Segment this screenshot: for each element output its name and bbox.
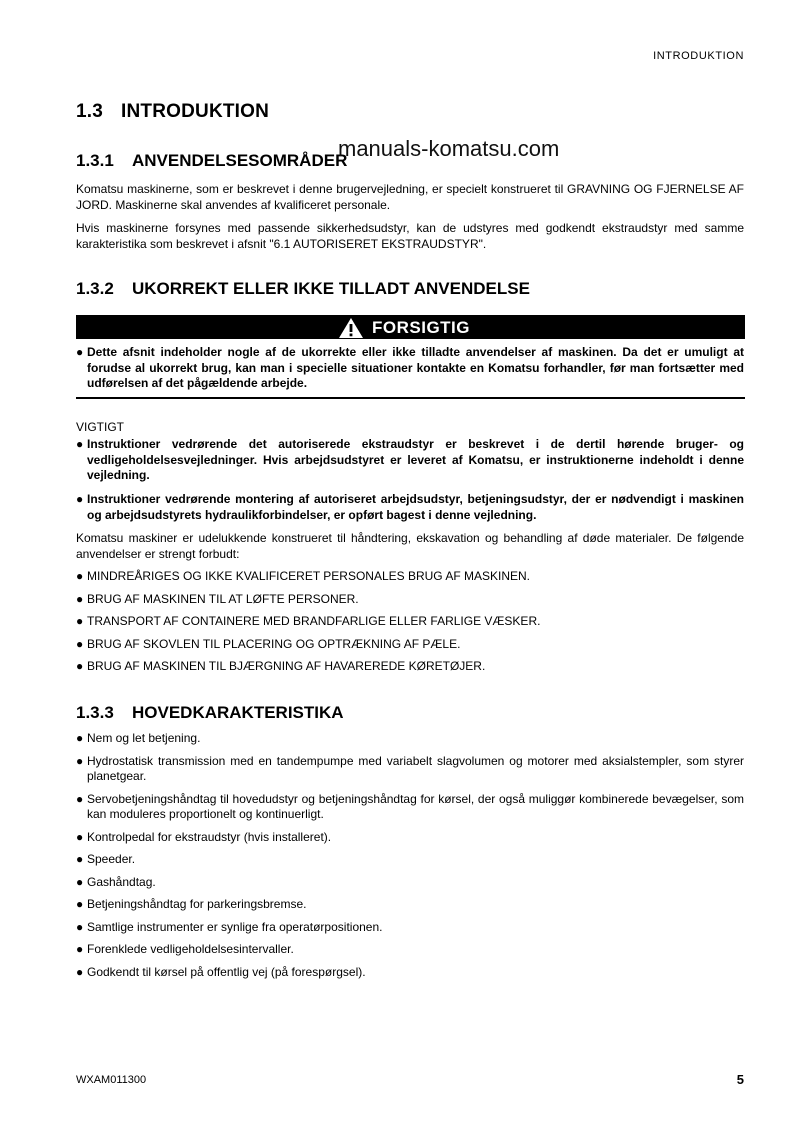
section-heading [76, 101, 269, 123]
important-list [76, 437, 744, 484]
bullet-icon: ● [76, 345, 84, 359]
list-item: ● Speeder. [76, 852, 136, 866]
list-item: ● TRANSPORT AF CONTAINERE MED BRANDFARLIGE ELLER FARLIGE VÆSKER. [76, 614, 541, 628]
bullet-icon: ● [76, 942, 84, 956]
running-header: INTRODUKTION [653, 50, 744, 62]
subsection-133-number: 1.3.3 [76, 703, 114, 722]
subsection-132-number: 1.3.2 [76, 279, 114, 298]
important-list-2 [76, 492, 744, 523]
document-code: WXAM011300 [76, 1074, 147, 1086]
subsection-131-heading [76, 151, 347, 171]
warning-triangle-icon [338, 317, 364, 339]
list-item: ● BRUG AF MASKINEN TIL AT LØFTE PERSONER. [76, 591, 359, 606]
bullet-icon: ● [76, 919, 84, 934]
bullet-icon: ● [76, 791, 84, 806]
features-list [76, 731, 744, 980]
bullet-icon: ● [76, 659, 84, 673]
subsection-131-number: 1.3.1 [76, 151, 114, 170]
list-item: ● Hydrostatisk transmission med en tandempumpe med variabelt slagvolumen og motorer med aksialstempler, som styrer planetgear. [76, 753, 744, 783]
bullet-icon: ● [76, 569, 84, 583]
caution-divider [76, 397, 745, 399]
bullet-icon: ● [76, 492, 84, 506]
list-item: ● Nem og let betjening. [76, 731, 201, 745]
list-item: ● Instruktioner vedrørende montering af autoriseret arbejdsudstyr, betjeningsudstyr, der er nødvendigt i maskinen og arbejdsudstyrets hydraulikforbindelser, er opført bagest i denne vejledning. [76, 492, 744, 522]
list-item: ● Betjeningshåndtag for parkeringsbremse. [76, 897, 307, 911]
bullet-icon: ● [76, 964, 84, 979]
list-item: ● Servobetjeningshåndtag til hovedudstyr og betjeningshåndtag for kørsel, der også muliggør kombinerede bevægelser, som kan moduleres proportionelt og kontinuerligt. [76, 791, 744, 821]
list-item: ● Samtlige instrumenter er synlige fra operatørpositionen. [76, 919, 383, 934]
bullet-icon: ● [76, 731, 84, 745]
paragraph-132: Komatsu maskiner er udelukkende konstrueret til håndtering, ekskavation og behandling af døde materialer. De følgende anvendelser er strengt forbudt: [76, 531, 744, 561]
list-item: ● Gashåndtag. [76, 874, 156, 889]
list-item: ● MINDREÅRIGES OG IKKE KVALIFICERET PERSONALES BRUG AF MASKINEN. [76, 569, 530, 583]
important-label: VIGTIGT [76, 420, 124, 434]
subsection-132-title: UKORREKT ELLER IKKE TILLADT ANVENDELSE [132, 279, 530, 298]
list-item: ● Dette afsnit indeholder nogle af de ukorrekte eller ikke tilladte anvendelser af maskinen. Da det er umuligt at forudse al ukorrekt brug, kan man i specielle situationer kontakte en Komatsu forhandler, før man fortsætter med udførelsen af det pågældende arbejde. [76, 345, 744, 390]
subsection-133-heading [76, 703, 344, 723]
list-item: ● Forenklede vedligeholdelsesintervaller. [76, 942, 294, 956]
section-number: 1.3 [76, 101, 104, 122]
bullet-icon: ● [76, 829, 84, 844]
subsection-131-title: ANVENDELSESOMRÅDER [132, 151, 348, 170]
bullet-icon: ● [76, 437, 84, 451]
watermark: manuals-komatsu.com [338, 136, 560, 161]
bullet-icon: ● [76, 852, 84, 866]
section-title: INTRODUKTION [121, 101, 270, 122]
paragraph-131-2: Hvis maskinerne forsynes med passende sikkerhedsudstyr, kan de udstyres med godkendt ekstraudstyr med samme karakteristika som beskrevet i afsnit "6.1 AUTORISERET EKSTRAUDSTYR". [76, 221, 744, 251]
caution-banner [76, 315, 745, 339]
subsection-132-heading [76, 279, 530, 299]
forbidden-uses-list [76, 569, 744, 675]
list-item: ● BRUG AF MASKINEN TIL BJÆRGNING AF HAVAREREDE KØRETØJER. [76, 659, 486, 673]
bullet-icon: ● [76, 636, 84, 651]
list-item: ● Instruktioner vedrørende det autoriserede ekstraudstyr er beskrevet i de dertil hørende bruger- og vedligeholdelsesvejledninger. Hvis arbejdsudstyret er leveret af Komatsu, er instruktionerne indeholdt i denne vejledning. [76, 437, 744, 482]
bullet-icon: ● [76, 753, 84, 768]
bullet-icon: ● [76, 897, 84, 911]
caution-title: FORSIGTIG [372, 318, 470, 337]
bullet-icon: ● [76, 874, 84, 889]
list-item: ● Godkendt til kørsel på offentlig vej (på forespørgsel). [76, 964, 366, 979]
page-number: 5 [736, 1072, 744, 1087]
bullet-icon: ● [76, 614, 84, 628]
paragraph-131-1: Komatsu maskinerne, som er beskrevet i denne brugervejledning, er specielt konstrueret til GRAVNING OG FJERNELSE AF JORD. Maskinerne skal anvendes af kvalificeret personale. [76, 182, 744, 212]
list-item: ● BRUG AF SKOVLEN TIL PLACERING OG OPTRÆKNING AF PÆLE. [76, 636, 461, 651]
subsection-133-title: HOVEDKARAKTERISTIKA [132, 703, 344, 722]
list-item: ● Kontrolpedal for ekstraudstyr (hvis installeret). [76, 829, 332, 844]
caution-list [76, 345, 744, 392]
bullet-icon: ● [76, 591, 84, 606]
